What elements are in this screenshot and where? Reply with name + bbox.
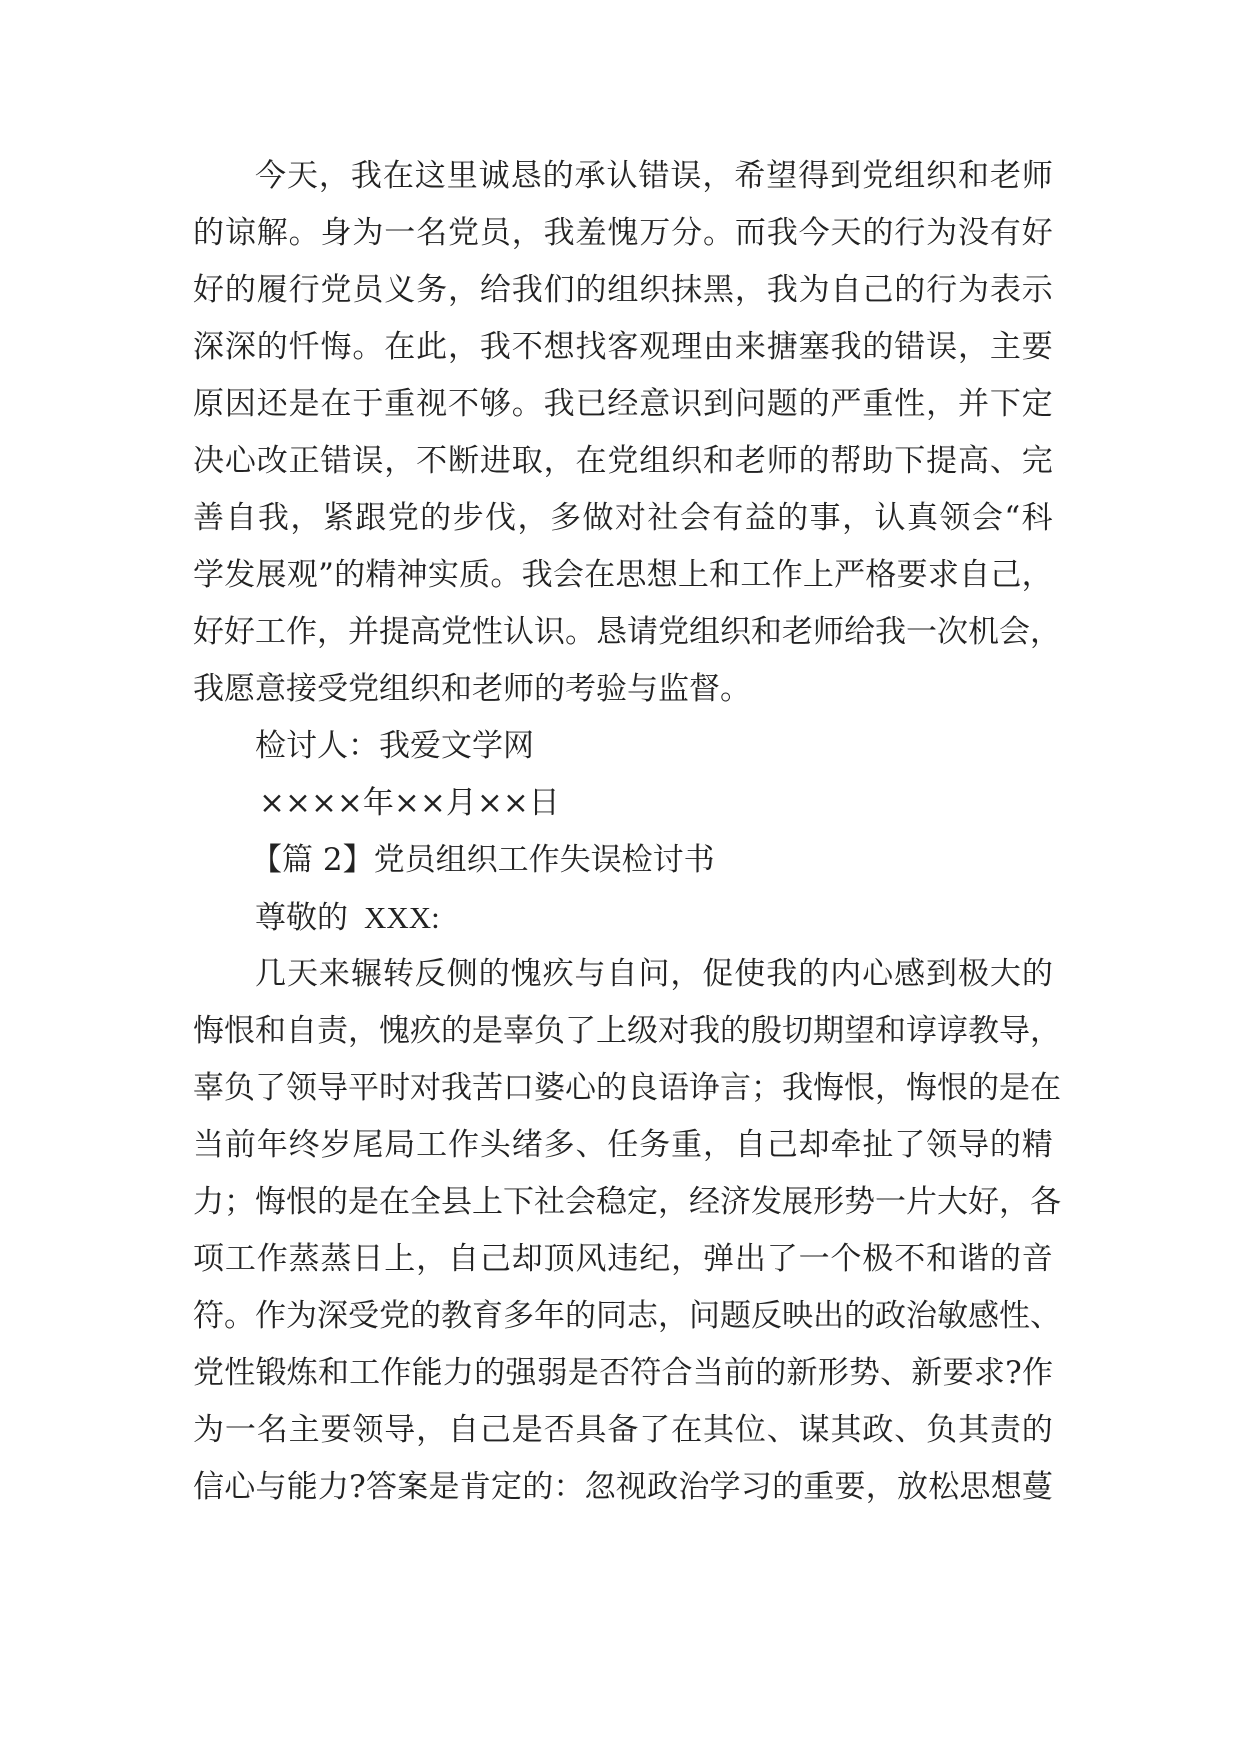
paragraph-line: 决 心 改 正 错 误 ， 不 断 进 取 ， 在 党 组 织 和 老 师 的 帮 助 下 提 高 、 完 [193, 443, 1053, 479]
paragraph-line: 为 一 名 主 要 领 导 ， 自 己 是 否 具 备 了 在 其 位 、 谋 其 政 、 负 其 责 的 [193, 1412, 1053, 1448]
paragraph-line: 深 深 的 忏 悔 。 在 此 ， 我 不 想 找 客 观 理 由 来 搪 塞 我 的 错 误 ， 主 要 [193, 329, 1053, 365]
paragraph-line: 几 天 来 辗 转 反 侧 的 愧 疚 与 自 问 ， 促 使 我 的 内 心 感 到 极 大 的 [255, 956, 1053, 992]
paragraph-line: 党 性 锻 炼 和 工 作 能 力 的 强 弱 是 否 符 合 当 前 的 新 形 势 、 新 要 求 ? 作 [193, 1355, 1053, 1391]
section-heading: 【篇 2】党员组织工作失误检讨书 [251, 842, 715, 878]
paragraph-line: 今 天 ， 我 在 这 里 诚 恳 的 承 认 错 误 ， 希 望 得 到 党 组 织 和 老 师 [255, 158, 1053, 194]
document-body [193, 148, 1061, 1516]
paragraph-confession [193, 148, 1061, 718]
paragraph-line: 辜 负 了 领 导 平 时 对 我 苦 口 婆 心 的 良 语 诤 言 ； 我 悔 恨 ， 悔 恨 的 是 在 [193, 1070, 1061, 1106]
paragraph-line: 学 发 展 观 ” 的 精 神 实 质 。 我 会 在 思 想 上 和 工 作 上 严 格 要 求 自 己 ， [193, 557, 1053, 593]
paragraph-line: 善 自 我 ， 紧 跟 党 的 步 伐 ， 多 做 对 社 会 有 益 的 事 ， 认 真 领 会 “ 科 [193, 500, 1053, 536]
paragraph-line: 力 ； 悔 恨 的 是 在 全 县 上 下 社 会 稳 定 ， 经 济 发 展 形 势 一 片 大 好 ， 各 [193, 1184, 1061, 1220]
salutation [193, 889, 1053, 946]
paragraph-line: 原 因 还 是 在 于 重 视 不 够 。 我 已 经 意 识 到 问 题 的 严 重 性 ， 并 下 定 [193, 386, 1053, 422]
paragraph-line: 好 的 履 行 党 员 义 务 ， 给 我 们 的 组 织 抹 黑 ， 我 为 自 己 的 行 为 表 示 [193, 272, 1053, 308]
paragraph-line: 当 前 年 终 岁 尾 局 工 作 头 绪 多 、 任 务 重 ， 自 己 却 牵 扯 了 领 导 的 精 [193, 1127, 1053, 1163]
paragraph-line: 的 谅 解 。 身 为 一 名 党 员 ， 我 羞 愧 万 分 。 而 我 今 天 的 行 为 没 有 好 [193, 215, 1053, 251]
paragraph-reflection [193, 946, 1061, 1516]
paragraph-line: 悔 恨 和 自 责 ， 愧 疚 的 是 辜 负 了 上 级 对 我 的 殷 切 期 望 和 谆 谆 教 导 ， [193, 1013, 1061, 1049]
salutation-name: XXX: [364, 900, 440, 935]
paragraph-last-line: 我愿意接受党组织和老师的考验与监督。 [193, 671, 751, 707]
paragraph-line: 信 心 与 能 力 ? 答 案 是 肯 定 的 ： 忽 视 政 治 学 习 的 重 要 ， 放 松 思 想 蔓 [193, 1469, 1053, 1505]
date-line: ××××年××月××日 [259, 785, 560, 821]
paragraph-line: 项 工 作 蒸 蒸 日 上 ， 自 己 却 顶 风 违 纪 ， 弹 出 了 一 个 极 不 和 谐 的 音 [193, 1241, 1053, 1277]
paragraph-line: 符 。 作 为 深 受 党 的 教 育 多 年 的 同 志 ， 问 题 反 映 出 的 政 治 敏 感 性 、 [193, 1298, 1061, 1334]
salutation-prefix: 尊敬的 [255, 900, 348, 936]
paragraph-line: 好 好 工 作 ， 并 提 高 党 性 认 识 。 恳 请 党 组 织 和 老 师 给 我 一 次 机 会 ， [193, 614, 1061, 650]
signature-line: 检讨人：我爱文学网 [255, 728, 534, 764]
